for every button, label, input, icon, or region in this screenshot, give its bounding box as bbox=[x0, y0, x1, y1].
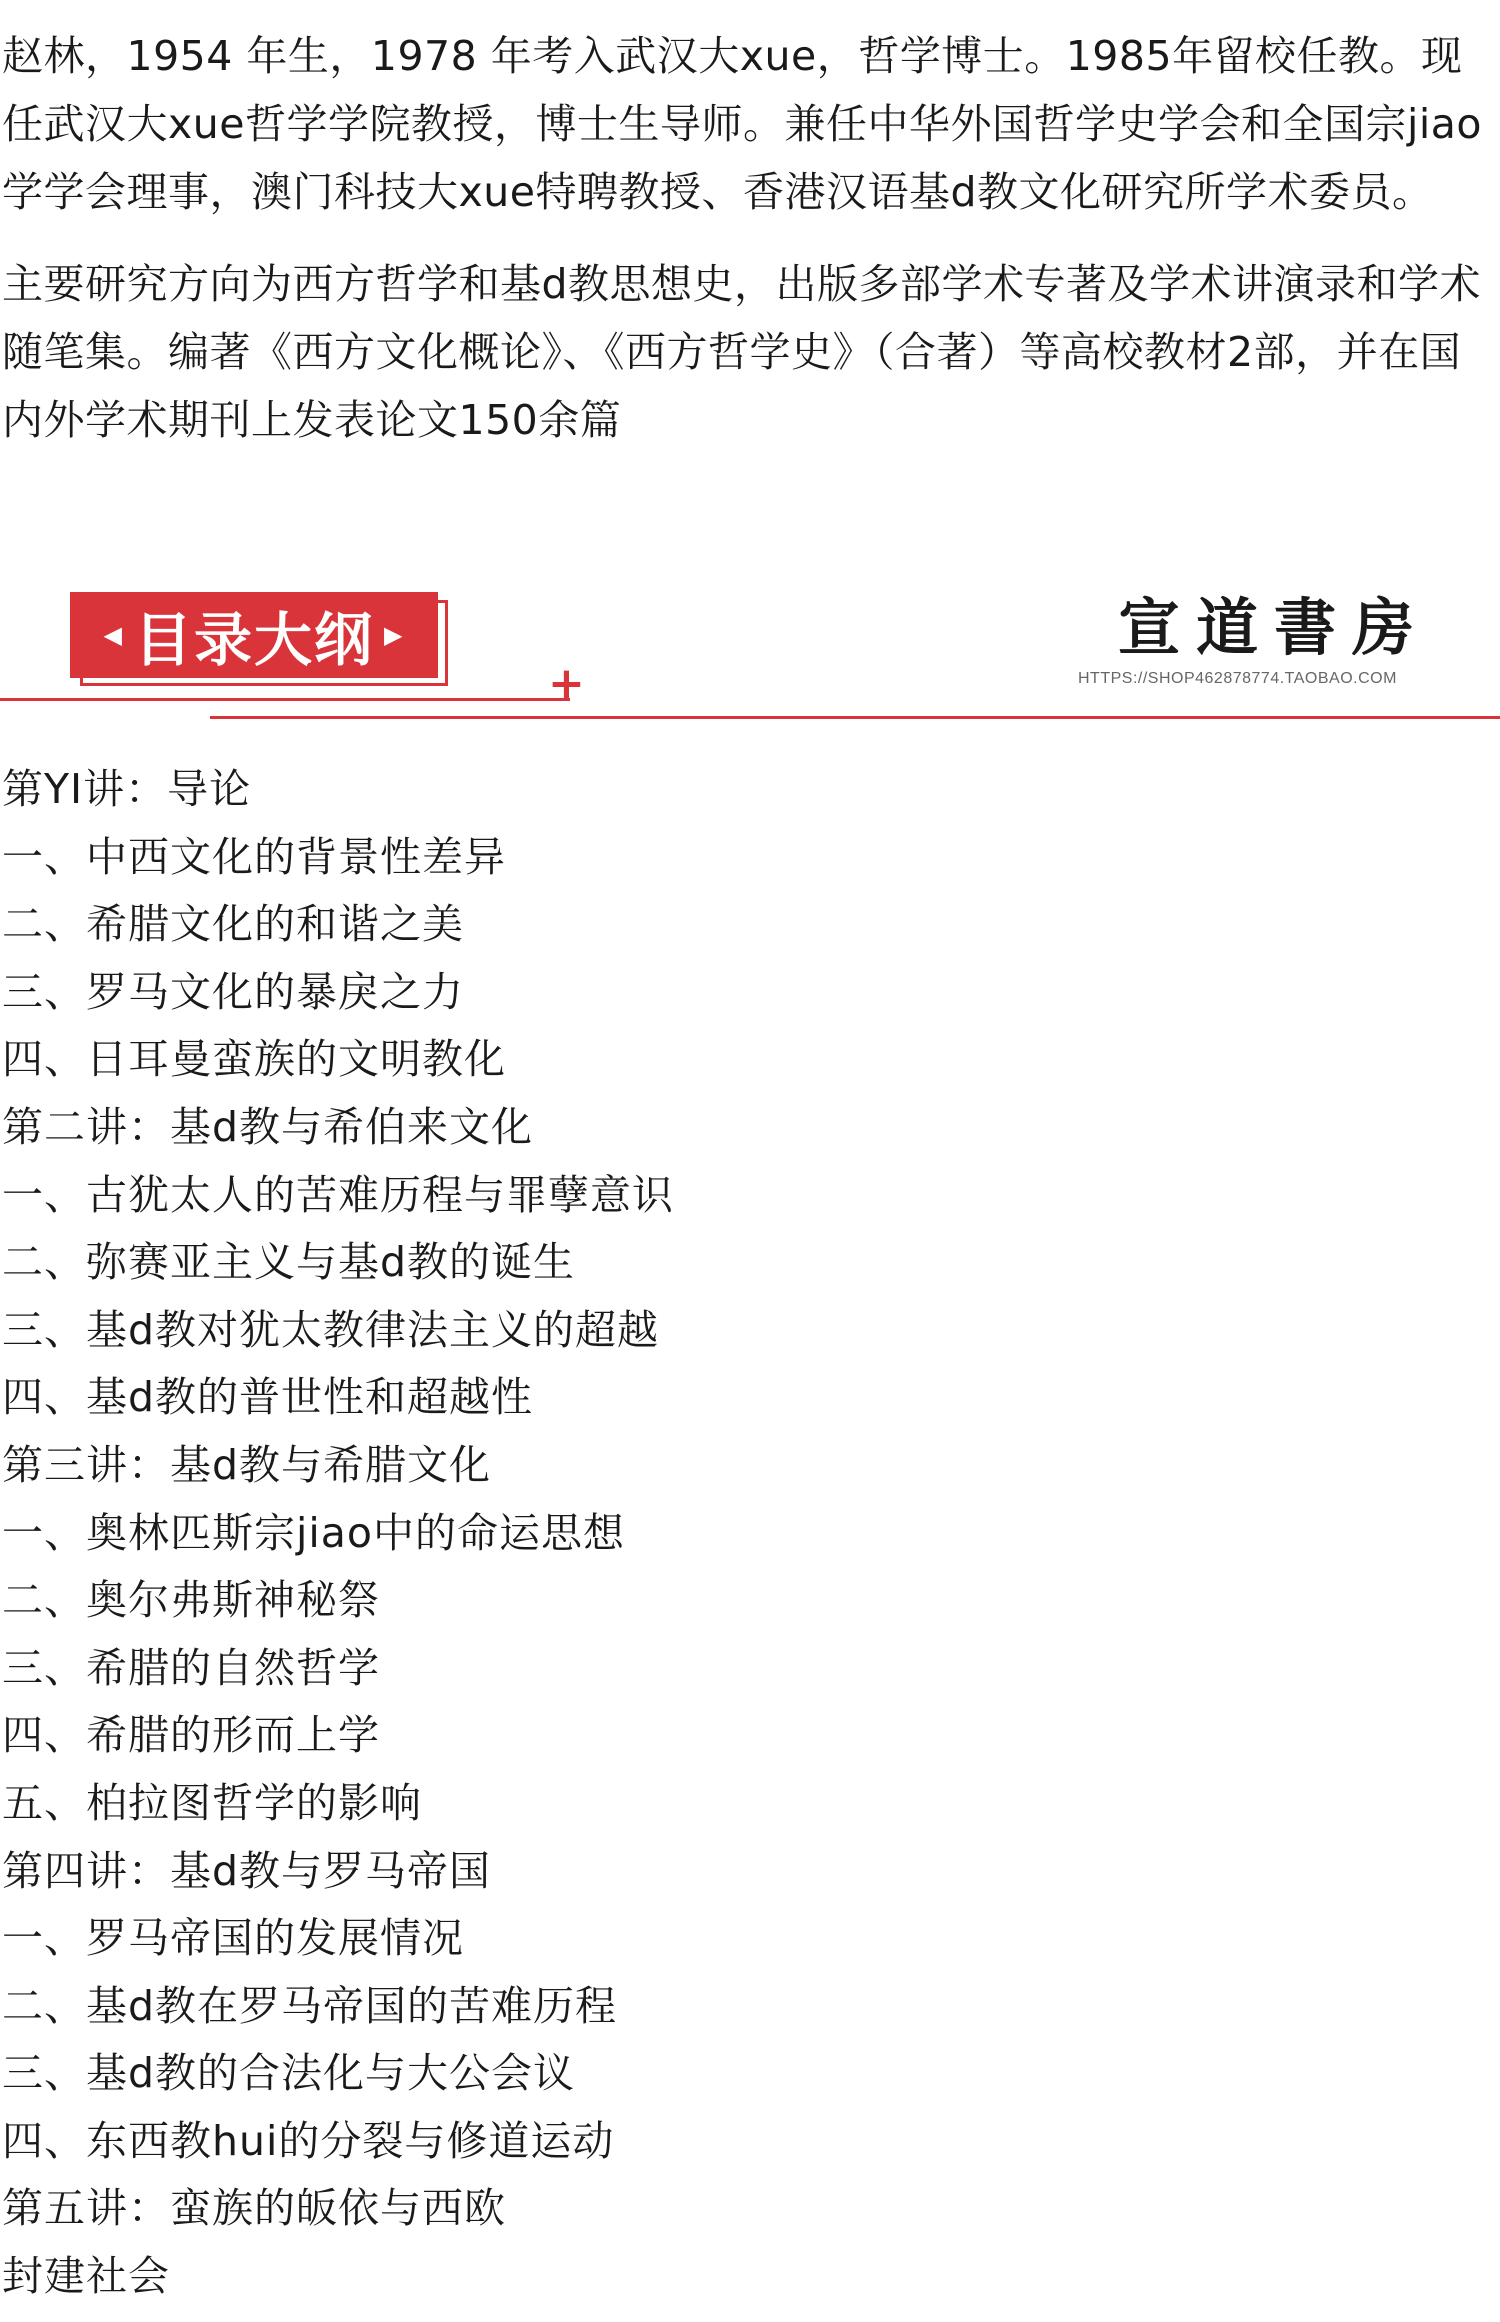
toc-item: 三、基d教对犹太教律法主义的超越 bbox=[2, 1305, 660, 1354]
toc-item: 第三讲：基d教与希腊文化 bbox=[2, 1440, 492, 1489]
bio-paragraph-1: 赵林，1954 年生，1978 年考入武汉大xue，哲学博士。1985年留校任教。现任武汉大xue哲学学院教授，博士生导师。兼任中华外国哲学史学会和全国宗jiao学学会理事，澳门科技大xue特聘教授、香港汉语基d教文化研究所学术委员。 bbox=[2, 32, 1482, 216]
shop-url: HTTPS://SHOP462878774.TAOBAO.COM bbox=[1078, 670, 1397, 687]
left-arrow-icon: ◀ bbox=[103, 621, 124, 649]
divider-line-short bbox=[0, 698, 570, 701]
toc-item: 一、罗马帝国的发展情况 bbox=[2, 1914, 464, 1963]
plus-icon: + bbox=[548, 658, 585, 709]
section-header bbox=[0, 570, 1500, 710]
toc-item: 第YI讲：导论 bbox=[2, 765, 252, 813]
toc-item: 四、日耳曼蛮族的文明教化 bbox=[2, 1035, 506, 1084]
toc-item: 四、希腊的形而上学 bbox=[2, 1711, 380, 1760]
divider-line-long bbox=[210, 716, 1500, 719]
toc-item: 二、希腊文化的和谐之美 bbox=[2, 900, 464, 949]
toc-item: 一、古犹太人的苦难历程与罪孽意识 bbox=[2, 1170, 674, 1219]
toc-item: 一、奥林匹斯宗jiao中的命运思想 bbox=[2, 1508, 625, 1557]
toc-item: 二、基d教在罗马帝国的苦难历程 bbox=[2, 1981, 618, 2030]
toc-item: 四、东西教hui的分裂与修道运动 bbox=[2, 2116, 615, 2165]
bio-paragraph-2: 主要研究方向为西方哲学和基d教思想史，出版多部学术专著及学术讲演录和学术随笔集。编著《西方文化概论》、《西方哲学史》（合著）等高校教材2部，并在国内外学术期刊上发表论文150余篇 bbox=[2, 260, 1482, 444]
toc-item: 二、弥赛亚主义与基d教的诞生 bbox=[2, 1238, 576, 1287]
toc-item: 第二讲：基d教与希伯来文化 bbox=[2, 1102, 534, 1151]
toc-item: 第五讲：蛮族的皈依与西欧 bbox=[2, 2184, 506, 2233]
toc-item: 一、中西文化的背景性差异 bbox=[2, 832, 506, 881]
toc-item: 二、奥尔弗斯神秘祭 bbox=[2, 1576, 380, 1625]
toc-item: 三、希腊的自然哲学 bbox=[2, 1643, 380, 1692]
toc-item: 封建社会 bbox=[2, 2252, 170, 2301]
toc-item: 三、基d教的合法化与大公会议 bbox=[2, 2049, 576, 2098]
toc-item: 四、基d教的普世性和超越性 bbox=[2, 1373, 534, 1422]
toc-item: 三、罗马文化的暴戾之力 bbox=[2, 967, 464, 1016]
shop-logo-text: 宣道書房 bbox=[1118, 591, 1431, 664]
right-arrow-icon: ▶ bbox=[384, 621, 405, 649]
toc-title: 目录大纲 bbox=[133, 606, 374, 674]
toc-item: 第四讲：基d教与罗马帝国 bbox=[2, 1846, 492, 1895]
toc-item: 五、柏拉图哲学的影响 bbox=[2, 1778, 422, 1827]
toc-title-badge bbox=[70, 592, 438, 678]
table-of-contents bbox=[2, 756, 674, 2311]
author-bio bbox=[2, 22, 1492, 478]
